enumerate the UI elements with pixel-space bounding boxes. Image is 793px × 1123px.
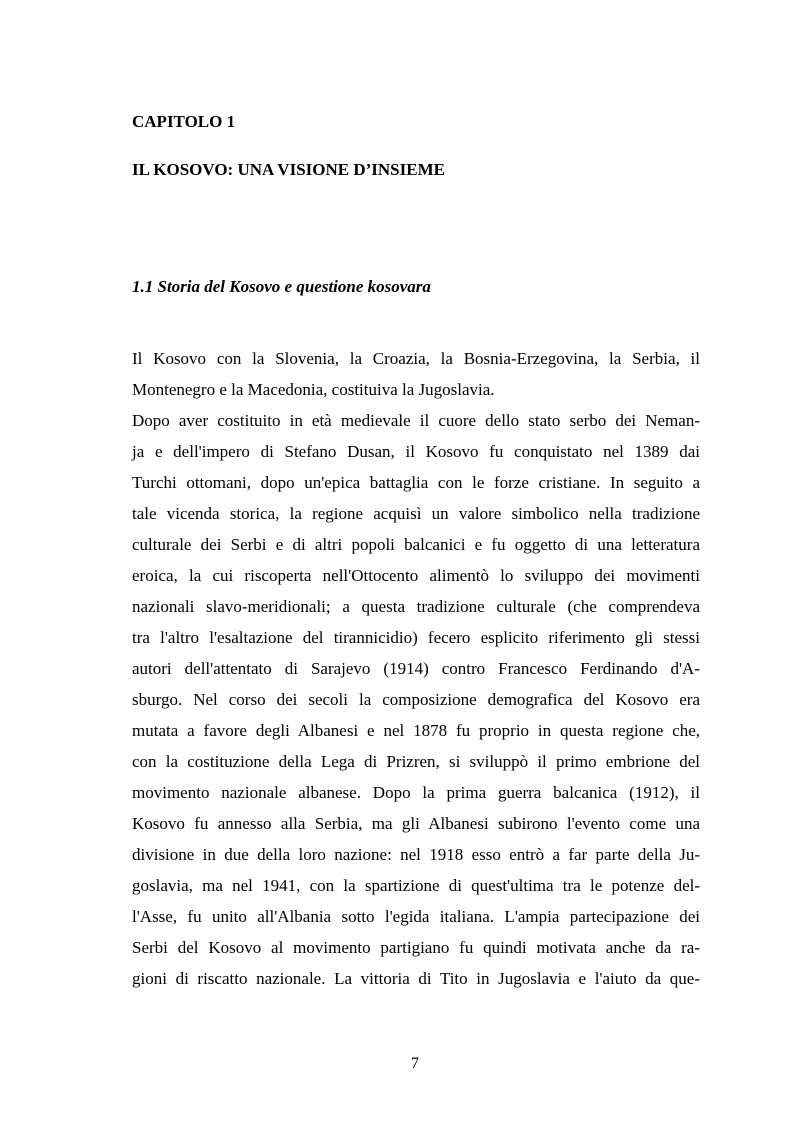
text-line: l'Asse, fu unito all'Albania sotto l'egida italiana. L'ampia partecipazione dei (132, 907, 700, 926)
text-line: tale vicenda storica, la regione acquisì un valore simbolico nella tradizione (132, 504, 700, 523)
text-line: tra l'altro l'esaltazione del tirannicidio) fecero esplicito riferimento gli stessi (132, 628, 700, 647)
page-number: 7 (411, 1055, 419, 1072)
text-line: Turchi ottomani, dopo un'epica battaglia con le forze cristiane. In seguito a (132, 473, 700, 492)
body-text (132, 343, 700, 994)
text-line: sburgo. Nel corso dei secoli la composizione demografica del Kosovo era (132, 690, 700, 709)
chapter-title: IL KOSOVO: UNA VISIONE D’INSIEME (132, 160, 445, 179)
text-line: ja e dell'impero di Stefano Dusan, il Kosovo fu conquistato nel 1389 dai (132, 442, 700, 461)
paragraph-2 (132, 405, 700, 994)
text-line: Dopo aver costituito in età medievale il cuore dello stato serbo dei Neman- (132, 411, 700, 430)
text-line: Kosovo fu annesso alla Serbia, ma gli Albanesi subirono l'evento come una (132, 814, 700, 833)
text-line: Serbi del Kosovo al movimento partigiano fu quindi motivata anche da ra- (132, 938, 700, 957)
text-line: goslavia, ma nel 1941, con la spartizione di quest'ultima tra le potenze del- (132, 876, 700, 895)
text-line: nazionali slavo-meridionali; a questa tradizione culturale (che comprendeva (132, 597, 700, 616)
text-line: culturale dei Serbi e di altri popoli balcanici e fu oggetto di una letteratura (132, 535, 700, 554)
chapter-label: CAPITOLO 1 (132, 112, 236, 131)
text-line: divisione in due della loro nazione: nel 1918 esso entrò a far parte della Ju- (132, 845, 700, 864)
section-heading: 1.1 Storia del Kosovo e questione kosovara (132, 277, 431, 296)
text-line: movimento nazionale albanese. Dopo la prima guerra balcanica (1912), il (132, 783, 700, 802)
text-line: Montenegro e la Macedonia, costituiva la Jugoslavia. (132, 380, 495, 399)
text-line: eroica, la cui riscoperta nell'Ottocento alimentò lo sviluppo dei movimenti (132, 566, 700, 585)
text-line: autori dell'attentato di Sarajevo (1914) contro Francesco Ferdinando d'A- (132, 659, 700, 678)
paragraph-1 (132, 343, 700, 405)
text-line: mutata a favore degli Albanesi e nel 1878 fu proprio in questa regione che, (132, 721, 700, 740)
text-line: Il Kosovo con la Slovenia, la Croazia, la Bosnia-Erzegovina, la Serbia, il (132, 349, 700, 368)
text-line: gioni di riscatto nazionale. La vittoria di Tito in Jugoslavia e l'aiuto da que- (132, 969, 700, 988)
text-line: con la costituzione della Lega di Prizren, si sviluppò il primo embrione del (132, 752, 700, 771)
